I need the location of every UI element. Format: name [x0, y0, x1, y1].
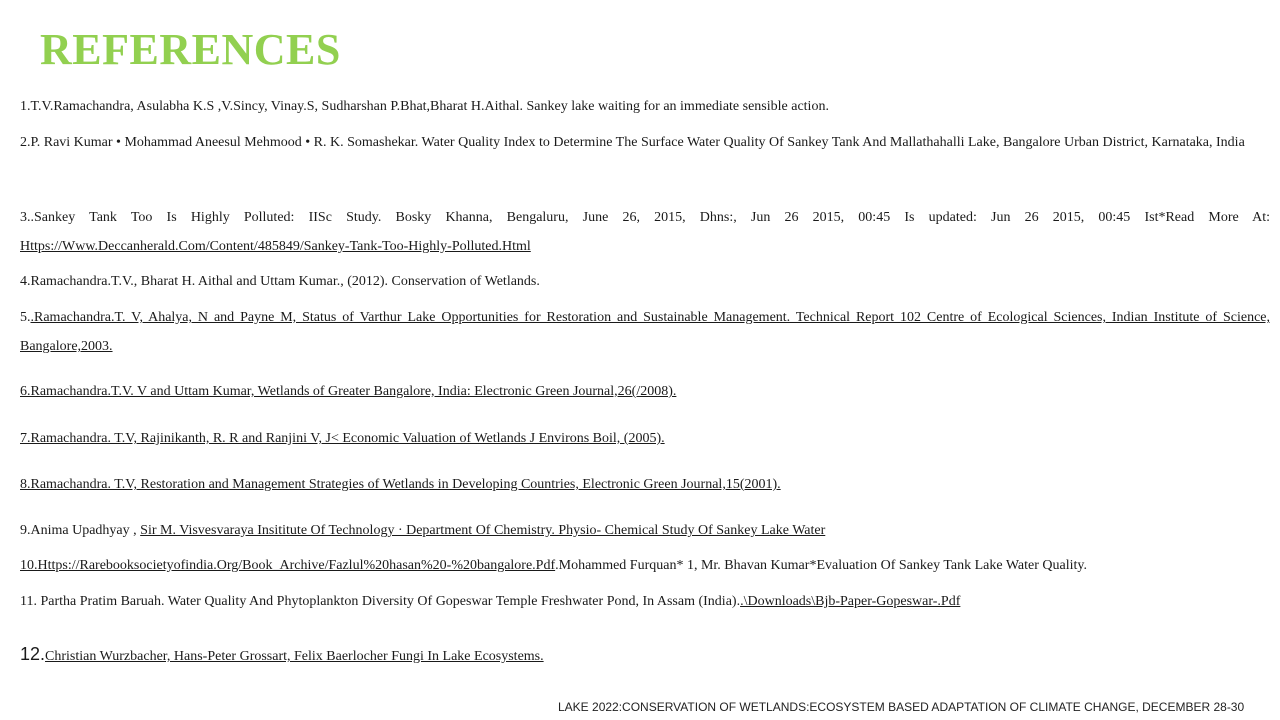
reference-9-text: 9.Anima Upadhyay ,	[20, 523, 141, 538]
reference-12-link[interactable]: Christian Wurzbacher, Hans-Peter Grossart, Felix Baerlocher Fungi In Lake Ecosystems.	[45, 649, 544, 664]
reference-12	[20, 640, 1270, 671]
reference-3	[20, 203, 1270, 261]
reference-5-link[interactable]: .Ramachandra.T. V, Ahalya, N and Payne M, Status of Varthur Lake Opportunities for Restoration and Sustainable Management. Technical Report 102 Centre of Ecological Sciences, Indian Institute of Science, Bangalore,2003.	[20, 310, 1270, 354]
reference-5-number: 5.	[20, 310, 31, 325]
reference-12-number: 12.	[20, 644, 46, 664]
reference-2: 2.P. Ravi Kumar • Mohammad Aneesul Mehmood • R. K. Somashekar. Water Quality Index to Determine The Surface Water Quality Of Sankey Tank And Mallathahalli Lake, Bangalore Urban District, Karnataka, India	[20, 135, 1245, 150]
reference-11-link[interactable]: .\Downloads\Bjb-Paper-Gopeswar-.Pdf	[740, 594, 961, 609]
reference-11-text: 11. Partha Pratim Baruah. Water Quality And Phytoplankton Diversity Of Gopeswar Temple Freshwater Pond, In Assam (India).	[20, 594, 741, 609]
reference-6-link[interactable]: 6.Ramachandra.T.V. V and Uttam Kumar, Wetlands of Greater Bangalore, India: Electronic Green Journal,26(/2008).	[20, 384, 677, 399]
reference-11	[20, 587, 1270, 616]
page-title: REFERENCES	[40, 25, 341, 74]
footer-text: LAKE 2022:CONSERVATION OF WETLANDS:ECOSYSTEM BASED ADAPTATION OF CLIMATE CHANGE, DECEMBER 28-30	[558, 700, 1245, 714]
reference-10-link[interactable]: 10.Https://Rarebooksocietyofindia.Org/Book_Archive/Fazlul%20hasan%20-%20bangalore.Pdf	[20, 558, 556, 573]
reference-10	[20, 551, 1270, 580]
reference-1: 1.T.V.Ramachandra, Asulabha K.S ,V.Sincy, Vinay.S, Sudharshan P.Bhat,Bharat H.Aithal. Sankey lake waiting for an immediate sensible action.	[20, 99, 829, 114]
reference-9	[20, 516, 1270, 545]
reference-5	[20, 303, 1270, 361]
reference-9-link[interactable]: Sir M. Visvesvaraya Insititute Of Technology · Department Of Chemistry. Physio- Chemical Study Of Sankey Lake Water	[140, 523, 826, 538]
reference-3-text: 3..Sankey Tank Too Is Highly Polluted: IISc Study. Bosky Khanna, Bengaluru, June 26, 2015, Dhns:, Jun 26 2015, 00:45 Is updated: Jun 26 2015, 00:45 Ist*Read More At:	[20, 210, 1270, 225]
reference-7-link[interactable]: 7.Ramachandra. T.V, Rajinikanth, R. R and Ranjini V, J< Economic Valuation of Wetlands J Environs Boil, (2005).	[20, 431, 665, 446]
reference-3-link[interactable]: Https://Www.Deccanherald.Com/Content/485849/Sankey-Tank-Too-Highly-Polluted.Html	[20, 239, 531, 254]
reference-8-link[interactable]: 8.Ramachandra. T.V, Restoration and Management Strategies of Wetlands in Developing Countries, Electronic Green Journal,15(2001).	[20, 477, 781, 492]
reference-4: 4.Ramachandra.T.V., Bharat H. Aithal and Uttam Kumar., (2012). Conservation of Wetlands.	[20, 274, 540, 289]
reference-10-text: .Mohammed Furquan* 1, Mr. Bhavan Kumar*Evaluation Of Sankey Tank Lake Water Quality.	[555, 558, 1087, 573]
